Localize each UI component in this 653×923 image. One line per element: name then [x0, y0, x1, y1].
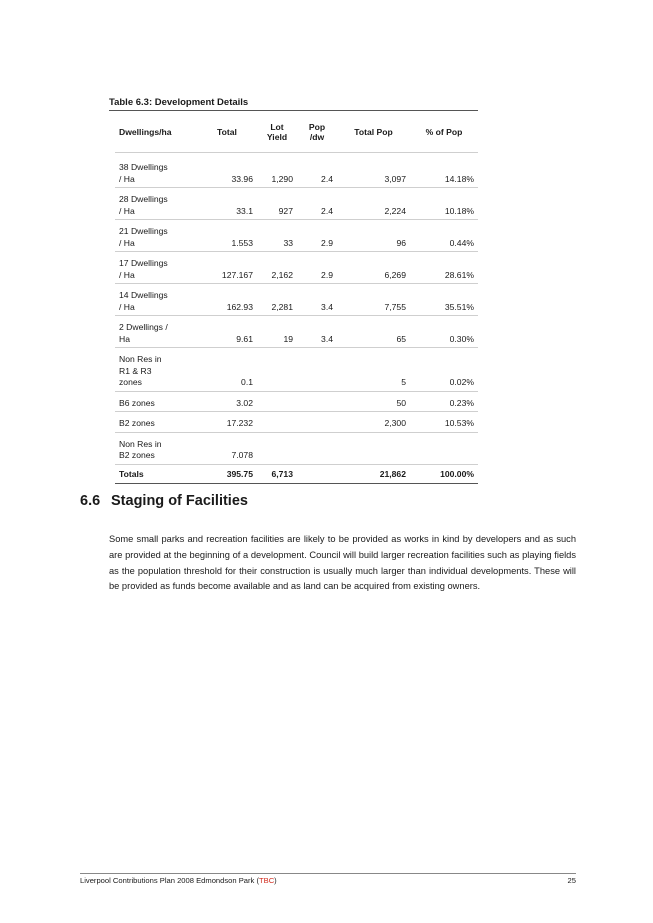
table-row: [115, 348, 478, 392]
cell-total-pop: 50: [337, 391, 410, 412]
cell-total-pop: 2,300: [337, 412, 410, 433]
totals-pop-dw: [297, 464, 337, 484]
cell-lot-yield: [257, 412, 297, 433]
cell-total: 0.1: [197, 348, 257, 392]
cell-total-pop: 65: [337, 316, 410, 348]
cell-pct-pop: 0.02%: [410, 348, 478, 392]
cell-pop-dw: [297, 391, 337, 412]
cell-total: 1.553: [197, 220, 257, 252]
cell-pct-pop: 14.18%: [410, 153, 478, 188]
cell-total-pop: [337, 432, 410, 464]
cell-pop-dw: 2.9: [297, 252, 337, 284]
cell-total-pop: 5: [337, 348, 410, 392]
cell-dwellings: 14 Dwellings / Ha: [115, 284, 197, 316]
cell-dwellings: B6 zones: [115, 391, 197, 412]
table-row: [115, 188, 478, 220]
table-caption: Table 6.3: Development Details: [109, 97, 478, 111]
cell-pop-dw: 3.4: [297, 284, 337, 316]
cell-total-pop: 3,097: [337, 153, 410, 188]
cell-lot-yield: [257, 391, 297, 412]
footer-title: Liverpool Contributions Plan 2008 Edmondson Park (TBC): [80, 876, 277, 885]
cell-dwellings: 2 Dwellings / Ha: [115, 316, 197, 348]
cell-total: 7.078: [197, 432, 257, 464]
cell-lot-yield: 1,290: [257, 153, 297, 188]
cell-dwellings: 17 Dwellings / Ha: [115, 252, 197, 284]
cell-total-pop: 96: [337, 220, 410, 252]
cell-dwellings: B2 zones: [115, 412, 197, 433]
section-body-paragraph: Some small parks and recreation facilities are likely to be provided as works in kind by developers and as such are provided at the beginning of a development. Council will build larger recreation facilities such as playing fields as the population threshold for their construction is usually much larger than individual developments. These will be provided as funds become available and as land can be acquired from existing owners.: [109, 534, 576, 592]
cell-pct-pop: 0.44%: [410, 220, 478, 252]
table-header-row: [115, 112, 478, 153]
cell-total-pop: 2,224: [337, 188, 410, 220]
totals-total: 395.75: [197, 464, 257, 484]
cell-pct-pop: 10.53%: [410, 412, 478, 433]
development-details-table: [115, 112, 478, 484]
table-row: [115, 252, 478, 284]
cell-total: 17.232: [197, 412, 257, 433]
header-total: Total: [197, 112, 257, 153]
header-pop-dw: Pop /dw: [297, 112, 337, 153]
cell-lot-yield: 19: [257, 316, 297, 348]
cell-dwellings: Non Res in B2 zones: [115, 432, 197, 464]
cell-lot-yield: [257, 432, 297, 464]
totals-pct-pop: 100.00%: [410, 464, 478, 484]
cell-pop-dw: [297, 432, 337, 464]
cell-pct-pop: 28.61%: [410, 252, 478, 284]
cell-pop-dw: [297, 348, 337, 392]
cell-total-pop: 7,755: [337, 284, 410, 316]
cell-total: 9.61: [197, 316, 257, 348]
cell-pop-dw: 2.9: [297, 220, 337, 252]
cell-pop-dw: 2.4: [297, 188, 337, 220]
table-row: [115, 412, 478, 433]
header-pct-pop: % of Pop: [410, 112, 478, 153]
cell-dwellings: 38 Dwellings / Ha: [115, 153, 197, 188]
page-number: 25: [567, 876, 576, 885]
cell-lot-yield: 927: [257, 188, 297, 220]
cell-total-pop: 6,269: [337, 252, 410, 284]
cell-lot-yield: 2,162: [257, 252, 297, 284]
cell-lot-yield: [257, 348, 297, 392]
cell-lot-yield: 2,281: [257, 284, 297, 316]
cell-lot-yield: 33: [257, 220, 297, 252]
table-row: [115, 316, 478, 348]
table-row: [115, 432, 478, 464]
cell-dwellings: 21 Dwellings / Ha: [115, 220, 197, 252]
cell-total: 127.167: [197, 252, 257, 284]
cell-pct-pop: 35.51%: [410, 284, 478, 316]
cell-pop-dw: 2.4: [297, 153, 337, 188]
totals-lot-yield: 6,713: [257, 464, 297, 484]
section-number: 6.6: [80, 493, 101, 509]
cell-total: 33.96: [197, 153, 257, 188]
cell-pct-pop: 10.18%: [410, 188, 478, 220]
totals-row: [115, 464, 478, 484]
cell-total: 33.1: [197, 188, 257, 220]
cell-pct-pop: [410, 432, 478, 464]
table-row: [115, 153, 478, 188]
totals-total-pop: 21,862: [337, 464, 410, 484]
section-heading: [80, 493, 248, 509]
header-total-pop: Total Pop: [337, 112, 410, 153]
totals-label: Totals: [115, 464, 197, 484]
header-dwellings: Dwellings/ha: [115, 112, 197, 153]
cell-dwellings: 28 Dwellings / Ha: [115, 188, 197, 220]
cell-total: 162.93: [197, 284, 257, 316]
cell-pop-dw: [297, 412, 337, 433]
table-row: [115, 220, 478, 252]
cell-pct-pop: 0.23%: [410, 391, 478, 412]
cell-pct-pop: 0.30%: [410, 316, 478, 348]
table-row: [115, 284, 478, 316]
table-row: [115, 391, 478, 412]
footer-divider: [80, 873, 576, 874]
footer-tbc: TBC: [258, 876, 275, 885]
cell-pop-dw: 3.4: [297, 316, 337, 348]
header-lot-yield: Lot Yield: [257, 112, 297, 153]
section-title: Staging of Facilities: [111, 493, 248, 509]
cell-dwellings: Non Res in R1 & R3 zones: [115, 348, 197, 392]
cell-total: 3.02: [197, 391, 257, 412]
